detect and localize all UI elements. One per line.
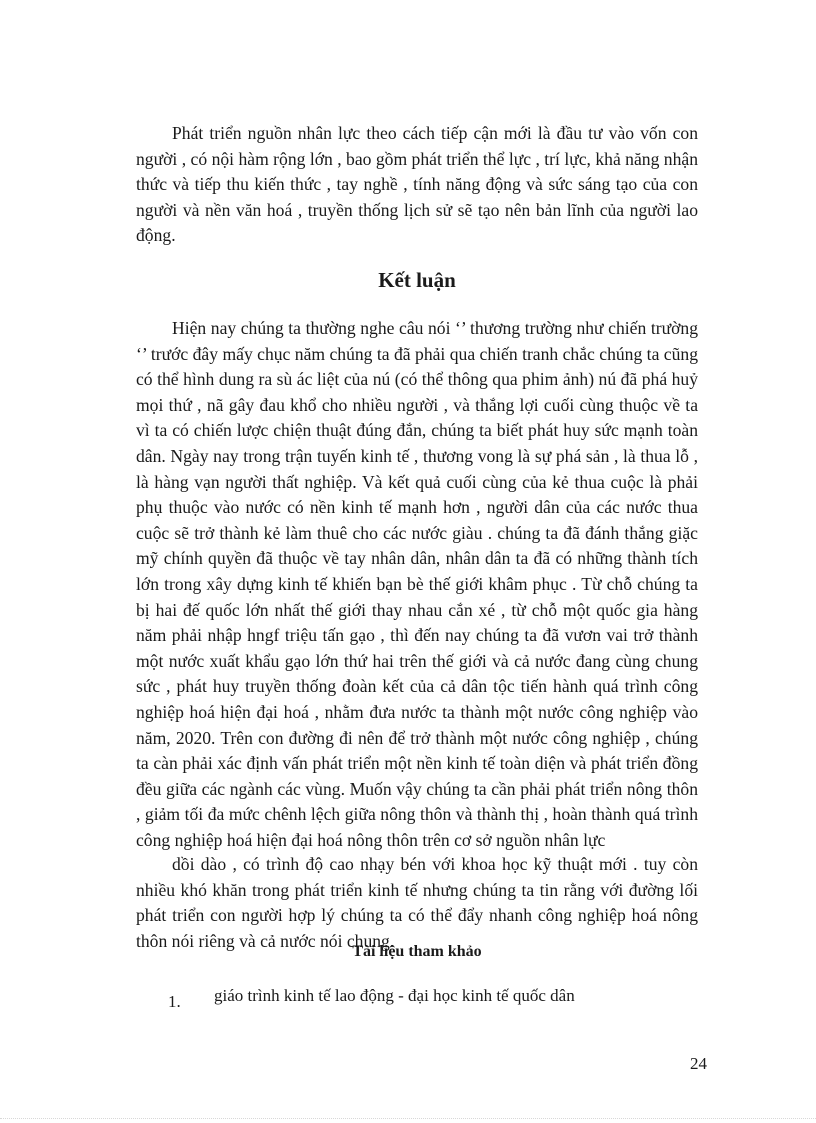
- conclusion-paragraph-1: Hiện nay chúng ta thường nghe câu nói ‘’ thương trường như chiến trường ‘’ trước đây mấy chục năm chúng ta đã phải qua chiến tranh chắc chúng ta cũng có thể hình dung ra sù ác liệt của nú (có thể thông qua phim ảnh) nú đã phá huỷ mọi thứ , nã gây đau khổ cho nhiều người , và thắng lợi cuối cùng thuộc về ta vì ta có chiến lược chiện thuật đúng đắn, chúng ta biết phát huy sức mạnh toàn dân. Ngày nay trong trận tuyến kinh tế , thương vong là sự phá sản , là thua lỗ , là hàng vạn người thất nghiệp. Và kết quả cuối cùng của kẻ thua cuộc là phải phụ thuộc vào nước có nền kinh tế mạnh hơn , người dân của các nước thua cuộc sẽ trở thành kẻ làm thuê cho các nước giàu . chúng ta đã đánh thắng giặc mỹ chính quyền đã thuộc về tay nhân dân, nhân dân ta đã có những thành tích lớn trong xây dựng kinh tế khiến bạn bè thế giới khâm phục . Từ chỗ chúng ta bị hai đế quốc lớn nhất thế giới thay nhau cắn xé , từ chỗ một quốc gia hàng năm phải nhập hngf triệu tấn gạo , thì đến nay chúng ta đã vươn vai trở thành một nước xuất khẩu gạo lớn thứ hai trên thế giới và cả nước đang cùng chung sức , phát huy truyền thống đoàn kết của cả dân tộc tiến hành quá trình công nghiệp hoá hiện đại hoá , nhằm đưa nước ta thành một nước công nghiệp vào năm, 2020. Trên con đường đi nên để trở thành một nước công nghiệp , chúng ta càn phải xác định vấn phát triển một nền kinh tế toàn diện và phát triển đồng đều giữa các ngành các vùng. Muốn vậy chúng ta cần phải phát triển nông thôn , giảm tối đa mức chênh lệch giữa nông thôn và thành thị , hoàn thành quá trình công nghiệp hoá hiện đại hoá nông thôn trên cơ sở nguồn nhân lực: [136, 318, 698, 850]
- references-heading: Tài liệu tham khảo: [352, 943, 482, 960]
- conclusion-paragraph-2-text: dồi dào , có trình độ cao nhạy bén với khoa học kỹ thuật mới . tuy còn nhiều khó khăn trong phát triển kinh tế nhưng chúng ta tin rằng với đường lối phát triển con người hợp lý chúng ta có thể đẩy nhanh công nghiệp hoá nông thôn nói riêng và cả nước nói chung.: [136, 854, 698, 951]
- intro-paragraph: Phát triển nguồn nhân lực theo cách tiếp cận mới là đầu tư vào vốn con người , có nội hàm rộng lớn , bao gồm phát triển thể lực , trí lực, khả năng nhận thức và tiếp thu kiến thức , tay nghề , tính năng động và sức sáng tạo của con người và nền văn hoá , truyền thống lịch sử sẽ tạo nên bản lĩnh của người lao động.: [136, 123, 698, 246]
- page-number: 24: [690, 1054, 707, 1073]
- conclusion-paragraph-2: [136, 852, 698, 954]
- conclusion-heading: Kết luận: [378, 268, 456, 292]
- reference-text: giáo trình kinh tế lao động - đại học kinh tế quốc dân: [214, 986, 575, 1005]
- page-bottom-divider: [0, 1118, 816, 1119]
- reference-item: [168, 986, 575, 1011]
- reference-number: 1.: [168, 992, 181, 1011]
